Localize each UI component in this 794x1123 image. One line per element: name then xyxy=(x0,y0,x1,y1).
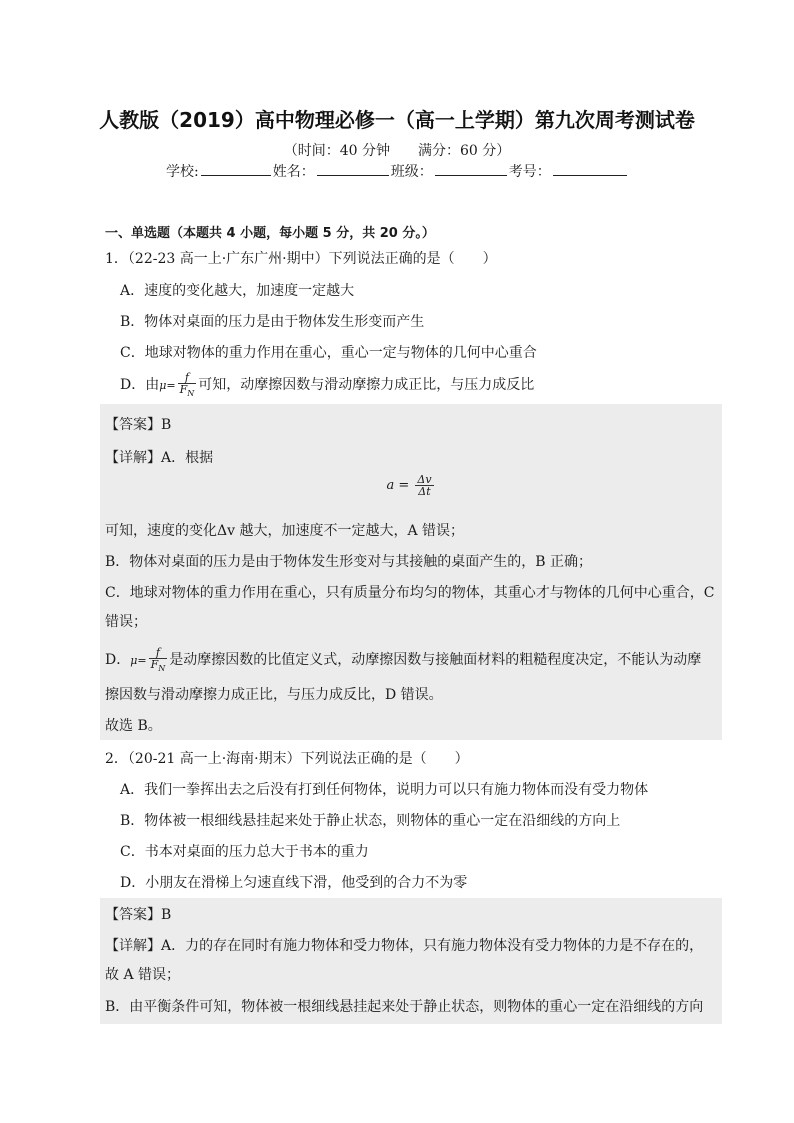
option-d-prefix: D．由 xyxy=(120,377,160,394)
question-1-option-c: C．地球对物体的重力作用在重心，重心一定与物体的几何中心重合 xyxy=(120,345,537,361)
question-1-option-d xyxy=(120,372,534,398)
question-1-detail-a: 可知，速度的变化Δv 越大，加速度不一定越大，A 错误； xyxy=(105,523,465,539)
question-2-detail-a1: 【详解】A．力的存在同时有施力物体和受力物体，只有施力物体没有受力物体的力是不存在的， xyxy=(105,938,704,954)
page-title: 人教版（2019）高中物理必修一（高一上学期）第九次周考测试卷 xyxy=(99,108,695,132)
fraction-denominator: $F_N$ xyxy=(179,383,195,399)
question-2-option-d: D．小朋友在滑梯上匀速直线下滑，他受到的合力不为零 xyxy=(120,875,468,891)
friction-fraction xyxy=(178,372,197,398)
name-label: 姓名： xyxy=(272,164,315,180)
student-info-row xyxy=(166,161,629,181)
school-blank xyxy=(201,161,271,176)
question-2-detail-a2: 故 A 错误； xyxy=(105,967,181,983)
acceleration-formula: a = $\frac{\Delta v}{\Delta t}$ xyxy=(386,473,432,498)
name-blank xyxy=(317,161,389,176)
question-2-detail-b: B．由平衡条件可知，物体被一根细线悬挂起来处于静止状态，则物体的重心一定在沿细线的方向 xyxy=(105,999,704,1015)
question-1-answer: 【答案】B xyxy=(105,417,172,433)
option-d-suffix: 可知，动摩擦因数与滑动摩擦力成正比，与压力成反比 xyxy=(198,377,535,394)
question-2-option-b: B．物体被一根细线悬挂起来处于静止状态，则物体的重心一定在沿细线的方向上 xyxy=(120,813,621,829)
exam-no-blank xyxy=(553,161,627,176)
question-1-option-a: A．速度的变化越大，加速度一定越大 xyxy=(120,283,355,299)
question-1-detail-c2: 错误； xyxy=(105,614,147,630)
question-1-detail-intro: 【详解】A．根据 xyxy=(105,450,214,466)
question-1-option-b: B．物体对桌面的压力是由于物体发生形变而产生 xyxy=(120,314,425,330)
question-2-option-a: A．我们一拳挥出去之后没有打到任何物体，说明力可以只有施力物体而没有受力物体 xyxy=(120,782,649,798)
exam-no-label: 考号： xyxy=(508,164,551,180)
school-label: 学校: xyxy=(166,164,199,180)
question-2-answer-block xyxy=(100,898,722,1024)
fraction-numerator: f xyxy=(178,372,197,384)
question-1-detail-d2: 擦因数与滑动摩擦力成正比，与压力成反比，D 错误。 xyxy=(105,687,443,703)
question-1-stem: 1．（22-23 高一上·广东广州·期中）下列说法正确的是（ ） xyxy=(105,251,497,267)
question-1-detail-d: D．μ= $\frac{f}{F_N}$ 是动摩擦因数的比值定义式，动摩擦因数与接触面材料的粗糙程度决定，不能认为动摩 xyxy=(105,646,702,674)
question-2-stem: 2．（20-21 高一上·海南·期末）下列说法正确的是（ ） xyxy=(105,751,469,767)
class-blank xyxy=(435,161,507,176)
question-1-answer-block xyxy=(100,404,722,740)
question-2-answer: 【答案】B xyxy=(105,907,172,923)
section-heading: 一、单选题（本题共 4 小题，每小题 5 分，共 20 分。） xyxy=(105,226,435,241)
exam-subtitle: （时间：40 分钟 满分：60 分） xyxy=(283,143,511,159)
question-1-detail-c1: C．地球对物体的重力作用在重心，只有质量分布均匀的物体，其重心才与物体的几何中心重合，C xyxy=(105,585,715,601)
mu-symbol: μ= xyxy=(159,379,176,393)
question-2-option-c: C．书本对桌面的压力总大于书本的重力 xyxy=(120,844,369,860)
question-1-choose: 故选 B。 xyxy=(105,718,162,734)
class-label: 班级： xyxy=(390,164,433,180)
question-1-detail-b: B．物体对桌面的压力是由于物体发生形变对与其接触的桌面产生的，B 正确； xyxy=(105,554,593,570)
